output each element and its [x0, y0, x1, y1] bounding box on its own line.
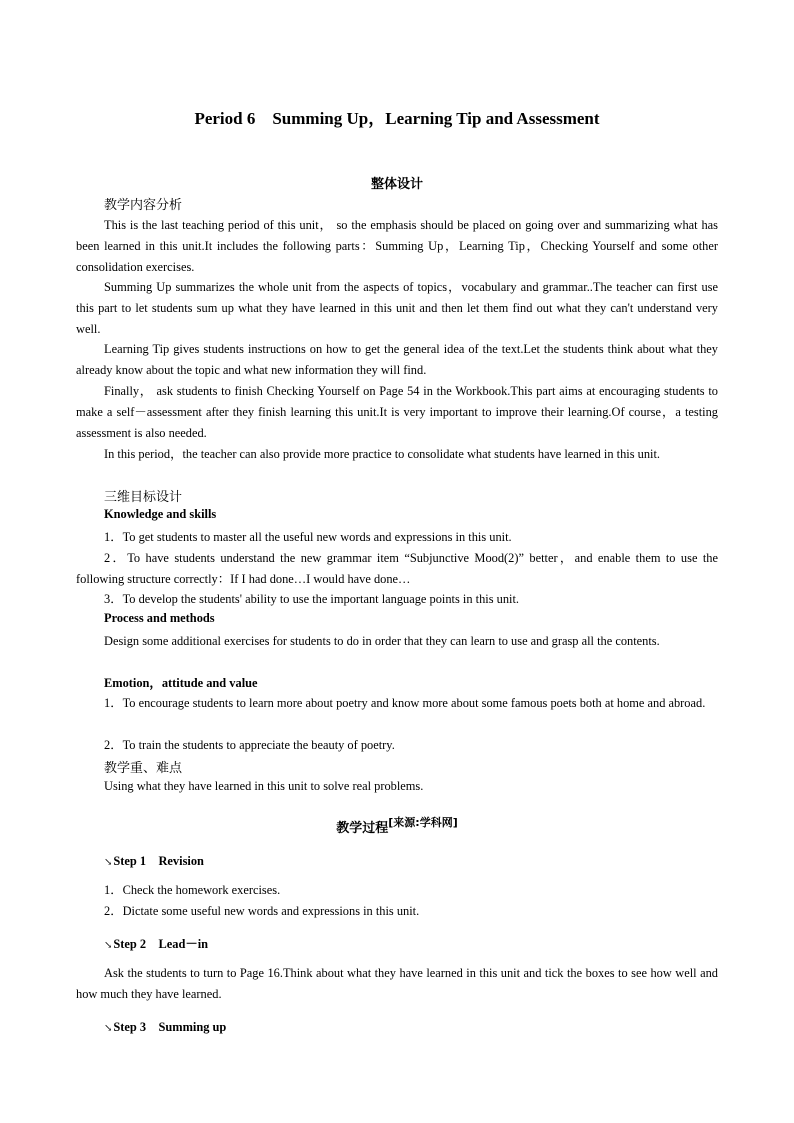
page-title: Period 6 Summing Up，Learning Tip and Assessment [194, 109, 600, 128]
step-arrow-icon: ↘ [104, 940, 113, 951]
key-points-text: Using what they have learned in this unit to solve real problems. [104, 779, 424, 793]
step-2-text: Ask the students to turn to Page 16.Think about what they have learned in this unit and tick the boxes to see how well and how much they have learned. [76, 966, 718, 1001]
analysis-paragraph: This is the last teaching period of this unit， so the emphasis should be placed on going over and summarizing what has been learned in this unit.It includes the following parts：Summing Up，Learning Tip，Checking Yourself and some other consolidation exercises. [76, 218, 718, 274]
step-1-item: 1．Check the homework exercises. [104, 883, 281, 897]
knowledge-item: 1．To get students to master all the useful new words and expressions in this unit. [104, 530, 512, 544]
analysis-paragraph: Learning Tip gives students instructions on how to get the general idea of the text.Let the students think about what they already know about the topic and what new information they will find. [76, 342, 718, 377]
process-methods-heading: Process and methods [104, 611, 215, 625]
key-points-label: 教学重、难点 [104, 761, 183, 776]
goals-label: 三维目标设计 [104, 490, 183, 505]
step-arrow-icon: ↘ [104, 1023, 113, 1034]
knowledge-heading: Knowledge and skills [104, 507, 217, 521]
knowledge-item: 3．To develop the students' ability to use the important language points in this unit. [104, 592, 520, 606]
step-arrow-icon: ↘ [104, 857, 113, 868]
knowledge-item: 2．To have students understand the new grammar item “Subjunctive Mood(2)” better，and enable them to use the following structure correctly：If I had done…I would have done… [76, 551, 718, 586]
analysis-paragraph: Summing Up summarizes the whole unit from the aspects of topics，vocabulary and grammar..The teacher can first use this part to let students sum up what they have learned in this unit and then let them find out what they can't understand very well. [76, 280, 718, 336]
emotion-heading: Emotion，attitude and value [104, 676, 258, 690]
process-heading-text: 教学过程 [336, 821, 389, 836]
step-2-label: Step 2 Lead－in [113, 937, 209, 951]
step-3-heading [104, 1017, 226, 1035]
analysis-label: 教学内容分析 [104, 198, 183, 213]
step-3-label: Step 3 Summing up [113, 1020, 227, 1034]
analysis-paragraph: In this period，the teacher can also provide more practice to consolidate what students have learned in this unit. [104, 447, 661, 461]
emotion-item: 1．To encourage students to learn more about poetry and know more about some famous poets both at home and abroad. [104, 696, 706, 710]
design-heading: 整体设计 [370, 177, 423, 192]
step-1-heading [104, 851, 204, 869]
analysis-paragraph: Finally， ask students to finish Checking Yourself on Page 54 in the Workbook.This part aims at encouraging students to make a self－assessment after they finish learning this unit.It is very important to improve their learning.Of course，a testing assessment is also needed. [76, 384, 718, 440]
emotion-item: 2．To train the students to appreciate the beauty of poetry. [104, 738, 395, 752]
process-heading [76, 814, 718, 836]
source-tag: [来源:学科网] [388, 816, 458, 829]
step-1-label: Step 1 Revision [113, 854, 204, 868]
step-2-heading [104, 934, 208, 952]
step-1-item: 2．Dictate some useful new words and expressions in this unit. [104, 904, 420, 918]
process-methods-text: Design some additional exercises for students to do in order that they can learn to use and grasp all the contents. [104, 634, 660, 648]
